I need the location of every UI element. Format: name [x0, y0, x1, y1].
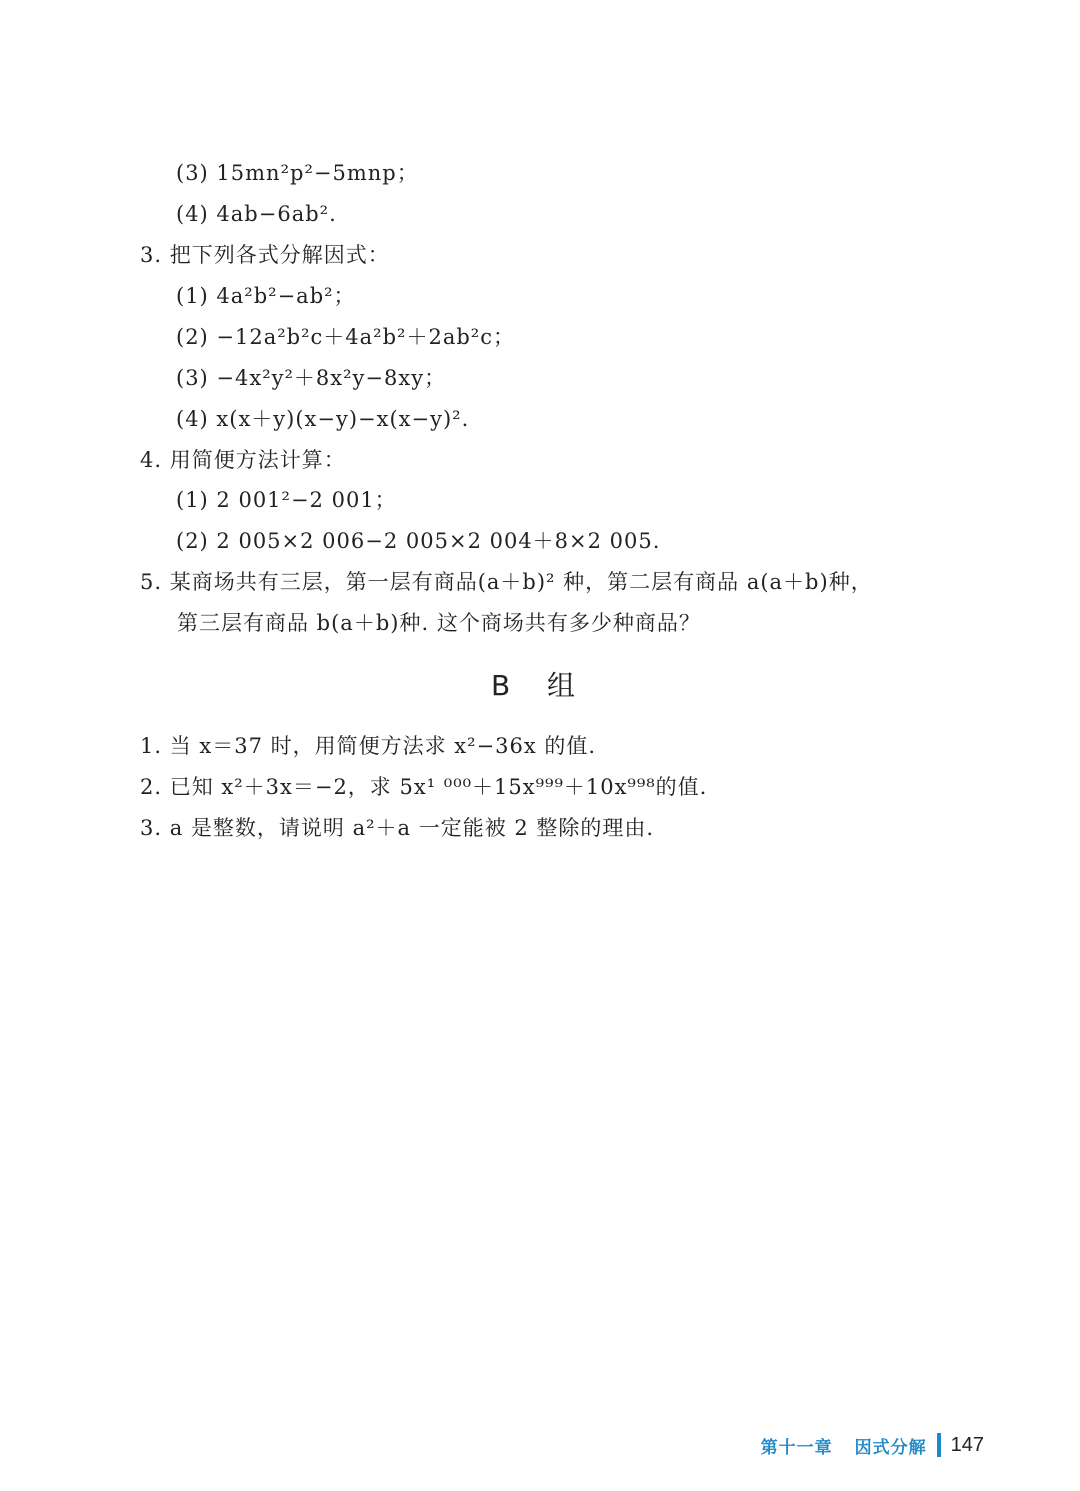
exercise-2-part-3: (3) 15mn²p²−5mnp；	[176, 161, 419, 185]
exercise-3-prompt: 3. 把下列各式分解因式：	[140, 243, 390, 267]
exercise-4-part-2: (2) 2 005×2 006−2 005×2 004＋8×2 005.	[176, 529, 661, 553]
footer-chapter-title: 因式分解	[854, 1437, 927, 1458]
page-number: 147	[950, 1433, 984, 1456]
section-b-exercise-1: 1. 当 x＝37 时，用简便方法求 x²−36x 的值.	[140, 734, 597, 758]
footer-divider	[937, 1433, 941, 1457]
exercise-4-part-1: (1) 2 001²−2 001；	[176, 488, 397, 512]
exercise-5-line-1: 5. 某商场共有三层，第一层有商品(a＋b)² 种，第二层有商品 a(a＋b)种，	[140, 570, 873, 594]
exercise-4-prompt: 4. 用简便方法计算：	[140, 448, 346, 472]
exercise-3-part-4: (4) x(x＋y)(x−y)−x(x−y)².	[176, 407, 470, 431]
footer-chapter: 第十一章	[760, 1437, 833, 1458]
exercise-5-line-2: 第三层有商品 b(a＋b)种. 这个商场共有多少种商品？	[177, 611, 701, 635]
section-b-exercise-2: 2. 已知 x²＋3x＝−2，求 5x¹ ⁰⁰⁰＋15x⁹⁹⁹＋10x⁹⁹⁸的值.	[140, 775, 708, 799]
exercise-2-part-4: (4) 4ab−6ab².	[176, 202, 337, 226]
exercise-3-part-3: (3) −4x²y²＋8x²y−8xy；	[176, 366, 447, 390]
exercise-3-part-2: (2) −12a²b²c＋4a²b²＋2ab²c；	[176, 325, 515, 349]
exercise-3-part-1: (1) 4a²b²−ab²；	[176, 284, 356, 308]
page-footer	[761, 1430, 984, 1460]
section-b-exercise-3: 3. a 是整数，请说明 a²＋a 一定能被 2 整除的理由.	[140, 816, 655, 840]
section-b-heading: B 组	[490, 669, 590, 702]
